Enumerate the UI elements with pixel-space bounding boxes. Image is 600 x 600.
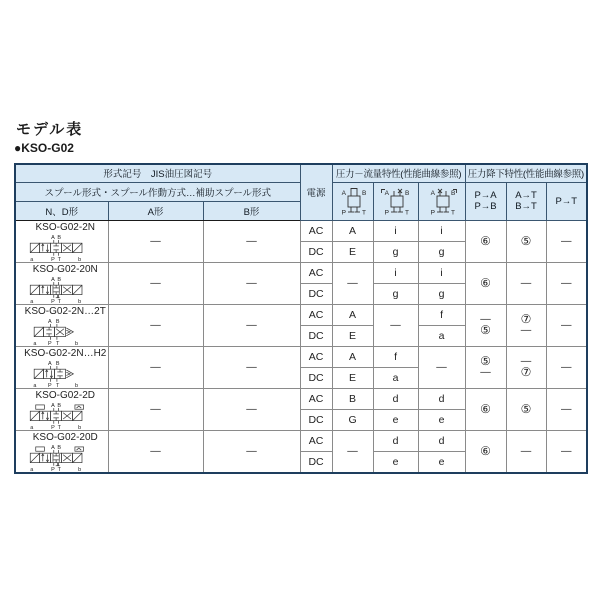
dash-cell: — bbox=[203, 346, 300, 388]
svg-text:T: T bbox=[55, 382, 60, 388]
drop-cell bbox=[506, 304, 546, 346]
drop-cell bbox=[546, 304, 587, 346]
flow-cell-ac: i bbox=[418, 220, 465, 241]
svg-text:T: T bbox=[55, 340, 60, 346]
table-row-ac bbox=[15, 346, 587, 367]
flow-cell-merged: — bbox=[418, 346, 465, 388]
power-ac-cell: AC bbox=[300, 388, 332, 409]
header-drop-pt bbox=[546, 182, 587, 220]
flow-cell-dc: a bbox=[418, 325, 465, 346]
drop-cell-line: — bbox=[561, 402, 572, 415]
dash-cell: — bbox=[203, 388, 300, 430]
svg-text:T: T bbox=[57, 424, 61, 430]
drop-cell-line: ⑥ bbox=[480, 233, 491, 248]
flow-cell-merged: — bbox=[332, 262, 373, 304]
valve-schematic-icon bbox=[16, 401, 108, 430]
dash-cell: — bbox=[203, 220, 300, 262]
drop-col-line: B→T bbox=[515, 201, 537, 212]
svg-text:A: A bbox=[384, 189, 389, 197]
power-dc-cell: DC bbox=[300, 451, 332, 472]
model-cell bbox=[15, 304, 108, 346]
svg-text:P: P bbox=[50, 298, 55, 304]
svg-text:A: A bbox=[47, 318, 52, 325]
flow-cell-dc: E bbox=[332, 367, 373, 388]
svg-text:A: A bbox=[50, 234, 55, 241]
drop-cell-line: — bbox=[520, 276, 532, 289]
flow-cell-dc: g bbox=[418, 283, 465, 304]
power-ac-cell: AC bbox=[300, 304, 332, 325]
svg-text:b: b bbox=[77, 466, 81, 472]
header-drop-title: 圧力降下特性(性能曲線参照) bbox=[465, 164, 587, 182]
flow-cell-ac: A bbox=[332, 220, 373, 241]
svg-text:a: a bbox=[30, 256, 34, 262]
svg-text:P: P bbox=[384, 209, 389, 216]
header-col-nd: N、D形 bbox=[15, 201, 108, 220]
power-ac-cell: AC bbox=[300, 220, 332, 241]
model-name: KSO-G02-2N bbox=[35, 221, 95, 233]
svg-text:a: a bbox=[33, 340, 37, 346]
svg-text:B: B bbox=[404, 189, 409, 197]
power-ac-cell: AC bbox=[300, 346, 332, 367]
power-dc-cell: DC bbox=[300, 409, 332, 430]
drop-cell bbox=[465, 262, 506, 304]
model-name: KSO-G02-2N…H2 bbox=[24, 347, 107, 359]
power-dc-cell: DC bbox=[300, 325, 332, 346]
svg-text:T: T bbox=[57, 466, 61, 472]
svg-text:a: a bbox=[33, 382, 37, 388]
drop-cell bbox=[546, 262, 587, 304]
drop-cell bbox=[546, 430, 587, 473]
svg-text:T: T bbox=[404, 209, 409, 216]
flow-cell-merged: — bbox=[332, 430, 373, 473]
svg-text:A: A bbox=[50, 444, 55, 451]
drop-cell-line: ⑥ bbox=[480, 401, 491, 416]
drop-cell-line: ⑥ bbox=[480, 443, 491, 458]
table-row-ac bbox=[15, 388, 587, 409]
model-cell bbox=[15, 346, 108, 388]
power-dc-cell: DC bbox=[300, 241, 332, 262]
valve-port-a-blocked-b-drain-icon bbox=[422, 189, 462, 220]
svg-text:P: P bbox=[50, 256, 55, 262]
svg-text:T: T bbox=[57, 298, 61, 304]
drop-cell bbox=[465, 220, 506, 262]
valve-port-ab-bridged-pt-blocked-icon bbox=[333, 189, 373, 220]
flow-cell-dc: a bbox=[373, 367, 418, 388]
valve-center-symbol-3 bbox=[418, 182, 465, 220]
model-cell bbox=[15, 220, 108, 262]
svg-text:A: A bbox=[50, 276, 55, 283]
header-spool: スプール形式・スプール作動方式…補助スプール形式 bbox=[15, 182, 300, 201]
drop-cell-line: — bbox=[520, 444, 532, 457]
svg-text:B: B bbox=[57, 444, 61, 451]
header-drop-pa-pb bbox=[465, 182, 506, 220]
drop-cell bbox=[546, 388, 587, 430]
drop-cell-line: ⑥ bbox=[480, 275, 491, 290]
flow-cell-dc: g bbox=[373, 241, 418, 262]
table-row-ac bbox=[15, 430, 587, 451]
flow-cell-dc: E bbox=[332, 325, 373, 346]
svg-text:B: B bbox=[361, 189, 366, 197]
header-model-symbol: 形式記号 JIS油圧図記号 bbox=[15, 164, 300, 182]
dash-cell: — bbox=[108, 388, 203, 430]
svg-text:P: P bbox=[341, 209, 346, 216]
svg-text:b: b bbox=[74, 382, 78, 388]
valve-schematic-icon bbox=[16, 275, 108, 304]
model-cell bbox=[15, 262, 108, 304]
drop-cell-line: ⑤ bbox=[520, 233, 532, 248]
flow-cell-ac: A bbox=[332, 346, 373, 367]
flow-cell-merged: — bbox=[373, 304, 418, 346]
svg-text:A: A bbox=[47, 360, 52, 367]
svg-text:a: a bbox=[30, 466, 34, 472]
svg-text:P: P bbox=[50, 424, 55, 430]
page-title: モデル表 bbox=[16, 121, 84, 138]
drop-cell-line: ⑦ bbox=[520, 365, 532, 379]
drop-cell bbox=[465, 430, 506, 473]
flow-cell-ac: i bbox=[373, 220, 418, 241]
power-dc-cell: DC bbox=[300, 367, 332, 388]
power-dc-cell: DC bbox=[300, 283, 332, 304]
valve-schematic-icon bbox=[16, 359, 108, 388]
dash-cell: — bbox=[108, 262, 203, 304]
flow-cell-ac: f bbox=[373, 346, 418, 367]
flow-cell-ac: f bbox=[418, 304, 465, 325]
valve-center-symbol-1 bbox=[332, 182, 373, 220]
drop-col-line: P→T bbox=[555, 195, 578, 207]
svg-text:P: P bbox=[50, 466, 55, 472]
svg-text:B: B bbox=[57, 402, 61, 409]
svg-text:T: T bbox=[361, 209, 366, 216]
drop-cell-line: ⑤ bbox=[520, 401, 532, 416]
dash-cell: — bbox=[108, 346, 203, 388]
model-table bbox=[14, 163, 588, 474]
svg-text:P: P bbox=[47, 382, 52, 388]
flow-cell-dc: e bbox=[373, 409, 418, 430]
model-name: KSO-G02-20N bbox=[32, 263, 98, 275]
drop-cell-line: — bbox=[561, 276, 572, 289]
valve-schematic-icon bbox=[16, 443, 108, 472]
flow-cell-ac: d bbox=[373, 388, 418, 409]
svg-text:B: B bbox=[55, 360, 60, 367]
table-row-ac bbox=[15, 304, 587, 325]
model-name: KSO-G02-20D bbox=[32, 431, 98, 443]
drop-cell-line: — bbox=[480, 313, 491, 325]
drop-cell-line: ⑤ bbox=[480, 354, 491, 368]
svg-text:T: T bbox=[450, 209, 455, 216]
drop-cell-line: — bbox=[561, 234, 572, 247]
svg-text:B: B bbox=[55, 318, 60, 325]
table-row-ac bbox=[15, 220, 587, 241]
drop-col-line: P→B bbox=[474, 201, 497, 212]
flow-cell-ac: d bbox=[418, 430, 465, 451]
header-col-b: B形 bbox=[203, 201, 300, 220]
valve-center-symbol-2 bbox=[373, 182, 418, 220]
series-label: ●KSO-G02 bbox=[14, 141, 74, 155]
flow-cell-dc: e bbox=[373, 451, 418, 472]
drop-cell-line: — bbox=[561, 444, 572, 457]
drop-cell-line: — bbox=[520, 324, 532, 336]
flow-cell-ac: B bbox=[332, 388, 373, 409]
flow-cell-dc: e bbox=[418, 409, 465, 430]
drop-cell bbox=[506, 262, 546, 304]
svg-text:B: B bbox=[450, 189, 455, 197]
model-name: KSO-G02-2N…2T bbox=[24, 305, 106, 317]
svg-text:P: P bbox=[430, 209, 435, 216]
svg-text:B: B bbox=[57, 276, 61, 283]
drop-cell bbox=[506, 220, 546, 262]
drop-cell bbox=[465, 346, 506, 388]
flow-cell-dc: G bbox=[332, 409, 373, 430]
svg-text:a: a bbox=[30, 298, 34, 304]
svg-text:B: B bbox=[57, 234, 61, 241]
dash-cell: — bbox=[108, 220, 203, 262]
table-body bbox=[15, 220, 587, 473]
header-flow-title: 圧力－流量特性(性能曲線参照) bbox=[332, 164, 465, 182]
svg-text:a: a bbox=[30, 424, 34, 430]
flow-cell-ac: A bbox=[332, 304, 373, 325]
flow-cell-dc: g bbox=[373, 283, 418, 304]
valve-schematic-icon bbox=[16, 233, 108, 262]
valve-port-a-drain-b-blocked-icon bbox=[376, 189, 416, 220]
drop-cell bbox=[546, 346, 587, 388]
svg-text:A: A bbox=[430, 189, 435, 197]
drop-cell-line: ⑦ bbox=[520, 312, 532, 326]
svg-text:b: b bbox=[77, 298, 81, 304]
power-ac-cell: AC bbox=[300, 430, 332, 451]
dash-cell: — bbox=[203, 262, 300, 304]
table-row-ac bbox=[15, 262, 587, 283]
flow-cell-ac: d bbox=[418, 388, 465, 409]
valve-schematic-icon bbox=[16, 317, 108, 346]
svg-text:A: A bbox=[341, 189, 346, 197]
drop-col-line: P→A bbox=[474, 190, 497, 201]
flow-cell-ac: i bbox=[373, 262, 418, 283]
drop-cell-line: — bbox=[480, 366, 491, 378]
dash-cell: — bbox=[108, 430, 203, 473]
model-cell bbox=[15, 388, 108, 430]
drop-cell bbox=[506, 430, 546, 473]
svg-text:b: b bbox=[74, 340, 78, 346]
dash-cell: — bbox=[108, 304, 203, 346]
model-cell bbox=[15, 430, 108, 473]
drop-cell-line: ⑤ bbox=[480, 323, 491, 337]
model-name: KSO-G02-2D bbox=[35, 389, 95, 401]
svg-text:b: b bbox=[77, 256, 81, 262]
svg-text:P: P bbox=[47, 340, 52, 346]
header-col-a: A形 bbox=[108, 201, 203, 220]
drop-cell-line: — bbox=[561, 360, 572, 373]
svg-text:b: b bbox=[77, 424, 81, 430]
drop-cell-line: — bbox=[561, 318, 572, 331]
header-drop-at-bt bbox=[506, 182, 546, 220]
power-ac-cell: AC bbox=[300, 262, 332, 283]
flow-cell-dc: g bbox=[418, 241, 465, 262]
flow-cell-ac: d bbox=[373, 430, 418, 451]
drop-col-line: A→T bbox=[515, 190, 537, 201]
flow-cell-ac: i bbox=[418, 262, 465, 283]
drop-cell bbox=[465, 388, 506, 430]
drop-cell-line: — bbox=[520, 355, 532, 367]
flow-cell-dc: E bbox=[332, 241, 373, 262]
svg-text:A: A bbox=[50, 402, 55, 409]
header-power: 電源 bbox=[300, 164, 332, 220]
drop-cell bbox=[465, 304, 506, 346]
dash-cell: — bbox=[203, 304, 300, 346]
flow-cell-dc: e bbox=[418, 451, 465, 472]
drop-cell bbox=[506, 346, 546, 388]
drop-cell bbox=[546, 220, 587, 262]
dash-cell: — bbox=[203, 430, 300, 473]
drop-cell bbox=[506, 388, 546, 430]
svg-text:T: T bbox=[57, 256, 61, 262]
